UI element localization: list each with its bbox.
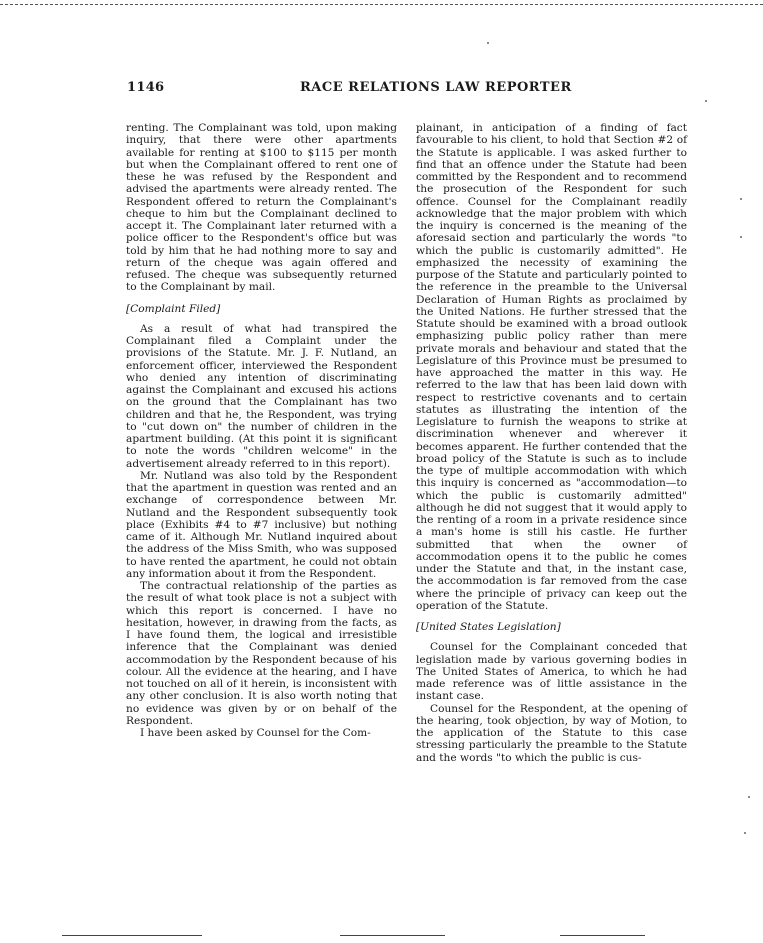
- running-head: RACE RELATIONS LAW REPORTER: [300, 80, 572, 95]
- section-heading: [Complaint Filed]: [126, 302, 221, 315]
- bottom-rule: [560, 935, 645, 936]
- scan-speck: [748, 796, 750, 798]
- bottom-rule: [62, 935, 202, 936]
- paragraph: Mr. Nutland was also told by the Respondent that the apartment in question was rented and an exchange of correspondence between Mr. Nutland and the Respondent subsequently took place (Exhibits #4 to #7 inclusive) but nothing came of it. Although Mr. Nutland inquired about the address of the Miss Smith, who was supposed to have rented the apartment, he could not obtain any information about it from the Respondent.: [126, 469, 397, 580]
- scan-speck: [740, 198, 742, 200]
- page-number: 1146: [127, 80, 165, 95]
- paragraph: Counsel for the Complainant conceded that legislation made by various governing bodies in The United States of America, to which he had made reference was of little assistance in the instant case.: [416, 641, 687, 703]
- section-heading: [United States Legislation]: [416, 621, 561, 633]
- scan-speck: [744, 832, 746, 834]
- right-column: [416, 122, 687, 764]
- scan-speck: [740, 236, 742, 238]
- left-column: [126, 122, 397, 739]
- bottom-rule: [340, 935, 445, 936]
- paragraph: The contractual relationship of the parties as the result of what took place is not a subject with which this report is concerned. I have no hesitation, however, in drawing from the facts, as I have found them, the logical and irresistible inference that the Complainant was denied accommodation by the Respondent because of his colour. All the evidence at the hearing, and I have not touched on all of it herein, is inconsistent with any other conclusion. It is also worth noting that no evidence was given by or on behalf of the Respondent.: [126, 580, 397, 727]
- paragraph: As a result of what had transpired the Complainant filed a Complaint under the provisions of the Statute. Mr. J. F. Nutland, an enforcement officer, interviewed the Respondent who denied any intention of discriminating against the Complainant and excused his actions on the ground that the Complainant has two children and that he, the Respondent, was trying to "cut down on" the number of children in the apartment building. (At this point it is significant to note the words "children welcome" in the advertisement already referred to in this report).: [126, 322, 397, 470]
- paragraph: I have been asked by Counsel for the Com-: [140, 727, 371, 739]
- scan-speck: [705, 100, 707, 102]
- scan-speck: [487, 42, 489, 44]
- paragraph: Counsel for the Respondent, at the opening of the hearing, took objection, by way of Motion, to the application of the Statute to this case stressing particularly the preamble to the Statute and the words "to which the public is cus-: [416, 702, 687, 764]
- paragraph: plainant, in anticipation of a finding of fact favourable to his client, to hold that Section #2 of the Statute is applicable. I was asked further to find that an offence under the Statute had been committed by the Respondent and to recommend the prosecution of the Respondent for such offence. Counsel for the Complainant readily acknowledge that the major problem with which the inquiry is concerned is the meaning of the aforesaid section and particularly the words "to which the public is customarily admitted". He emphasized the necessity of examining the purpose of the Statute and particularly pointed to the reference in the preamble to the Universal Declaration of Human Rights as proclaimed by the United Nations. He further stressed that the Statute should be examined with a broad outlook emphasizing public policy rather than mere private morals and behaviour and stated that the Legislature of this Province must be presumed to have approached the matter in this way. He referred to the law that has been laid down with respect to restrictive covenants and to certain statutes as illustrating the intention of the Legislature to furnish the weapons to strike at discrimination whenever and wherever it becomes apparent. He further contended that the broad policy of the Statute is such as to include the type of multiple accommodation with which this inquiry is concerned as "accommodation—to which the public is customarily admitted" although he did not suggest that it would apply to the renting of a room in a private residence since a man's home is still his castle. He further submitted that when the owner of accommodation opens it to the public he comes under the Statute and that, in the instant case, the accommodation is far removed from the case where the principle of privacy can keep out the operation of the Statute.: [416, 122, 687, 612]
- paragraph: renting. The Complainant was told, upon making inquiry, that there were other apartments available for renting at $100 to $115 per month but when the Complainant offered to rent one of these he was refused by the Respondent and advised the apartments were already rented. The Respondent offered to return the Complainant's cheque to him but the Complainant declined to accept it. The Complainant later returned with a police officer to the Respondent's office but was told by him that he had nothing more to say and return of the cheque was again offered and refused. The cheque was subsequently returned to the Complainant by mail.: [126, 122, 397, 294]
- top-border-rule: [0, 4, 763, 5]
